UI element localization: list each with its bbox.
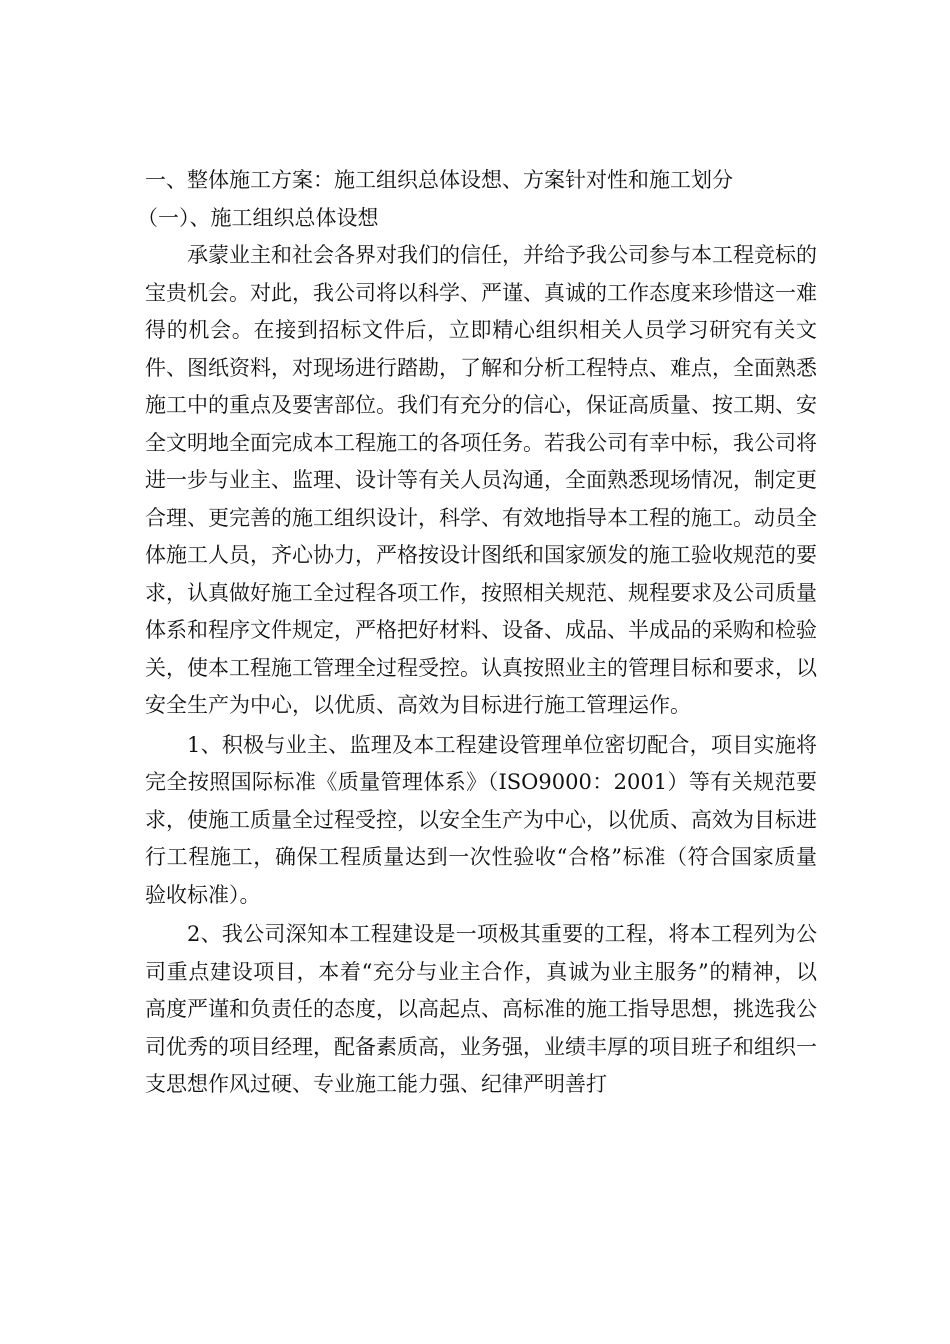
section-heading: 一、整体施工方案：施工组织总体设想、方案针对性和施工划分 [145,168,733,192]
paragraph-item-1: 1、积极与业主、监理及本工程建设管理单位密切配合，项目实施将完全按照国际标准《质量管理体系》（ISO9000：2001）等有关规范要求，使施工质量全过程受控，以安全生产为中心，以优质、高效为目标进行工程施工，确保工程质量达到一次性验收“合格”标准（符合国家质量验收标准）。 [145,732,817,907]
document-body [137,162,817,1104]
paragraph-intro: 承蒙业主和社会各界对我们的信任，并给予我公司参与本工程竞标的宝贵机会。对此，我公司将以科学、严谨、真诚的工作态度来珍惜这一难得的机会。在接到招标文件后，立即精心组织相关人员学习研究有关文件、图纸资料，对现场进行踏勘，了解和分析工程特点、难点，全面熟悉施工中的重点及要害部位。我们有充分的信心，保证高质量、按工期、安全文明地全面完成本工程施工的各项任务。若我公司有幸中标，我公司将进一步与业主、监理、设计等有关人员沟通，全面熟悉现场情况，制定更合理、更完善的施工组织设计，科学、有效地指导本工程的施工。动员全体施工人员，齐心协力，严格按设计图纸和国家颁发的施工验收规范的要求，认真做好施工全过程各项工作，按照相关规范、规程要求及公司质量体系和程序文件规定，严格把好材料、设备、成品、半成品的采购和检验关，使本工程施工管理全过程受控。认真按照业主的管理目标和要求，以安全生产为中心，以优质、高效为目标进行施工管理运作。 [145,243,817,717]
paragraph-item-2: 2、我公司深知本工程建设是一项极其重要的工程，将本工程列为公司重点建设项目，本着“充分与业主合作，真诚为业主服务”的精神，以高度严谨和负责任的态度，以高起点、高标准的施工指导思想，挑选我公司优秀的项目经理，配备素质高，业务强，业绩丰厚的项目班子和组织一支思想作风过硬、专业施工能力强、纪律严明善打 [145,922,817,1096]
subsection-heading: （一）、施工组织总体设想 [137,205,379,230]
